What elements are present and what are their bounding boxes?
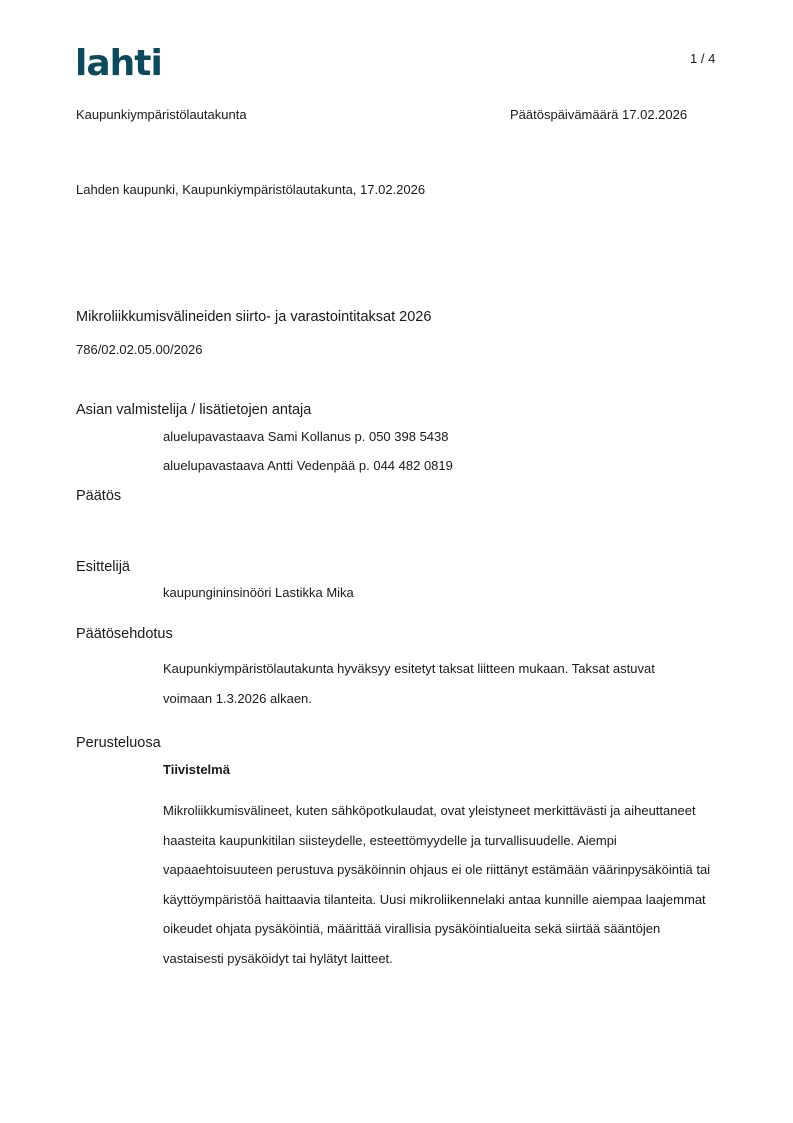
proposal-heading: Päätösehdotus [76, 626, 173, 642]
board-name: Kaupunkiympäristölautakunta [76, 107, 247, 122]
lahti-logo: lahti [75, 43, 162, 84]
diary-number: 786/02.02.05.00/2026 [76, 342, 203, 357]
document-title: Mikroliikkumisvälineiden siirto- ja varastointitaksat 2026 [76, 309, 432, 325]
presenter-name: kaupungininsinööri Lastikka Mika [163, 585, 354, 600]
summary-text: Mikroliikkumisvälineet, kuten sähköpotkulaudat, ovat yleistyneet merkittävästi ja aiheuttaneet haasteita kaupunkitilan siisteydelle, esteettömyydelle ja turvallisuudelle. Aiempi vapaaehtoisuuteen perustuva pysäköinnin ohjaus ei ole riittänyt estämään väärinpysäköintiä tai käyttöympäristöä haittaavia tilanteita. Uusi mikroliikennelaki antaa kunnille aiempaa laajemmat oikeudet ohjata pysäköintiä, määrittää virallisia pysäköintialueita sekä siirtää sääntöjen vastaisesti pysäköidyt tai hylätyt laitteet. [163, 803, 711, 966]
rationale-heading: Perusteluosa [76, 735, 161, 751]
page-number: 1 / 4 [690, 51, 716, 66]
preparers-heading: Asian valmistelija / lisätietojen antaja [76, 402, 312, 418]
presenter-heading: Esittelijä [76, 559, 130, 575]
summary-heading: Tiivistelmä [163, 762, 230, 777]
preparer-2: aluelupavastaava Antti Vedenpää p. 044 482 0819 [163, 458, 453, 473]
meeting-line: Lahden kaupunki, Kaupunkiympäristölautakunta, 17.02.2026 [76, 182, 426, 197]
preparer-1: aluelupavastaava Sami Kollanus p. 050 398 5438 [163, 429, 449, 444]
decision-heading: Päätös [76, 488, 122, 504]
proposal-text: Kaupunkiympäristölautakunta hyväksyy esitetyt taksat liitteen mukaan. Taksat astuvat voimaan 1.3.2026 alkaen. [163, 661, 655, 706]
decision-date: Päätöspäivämäärä 17.02.2026 [510, 107, 688, 122]
